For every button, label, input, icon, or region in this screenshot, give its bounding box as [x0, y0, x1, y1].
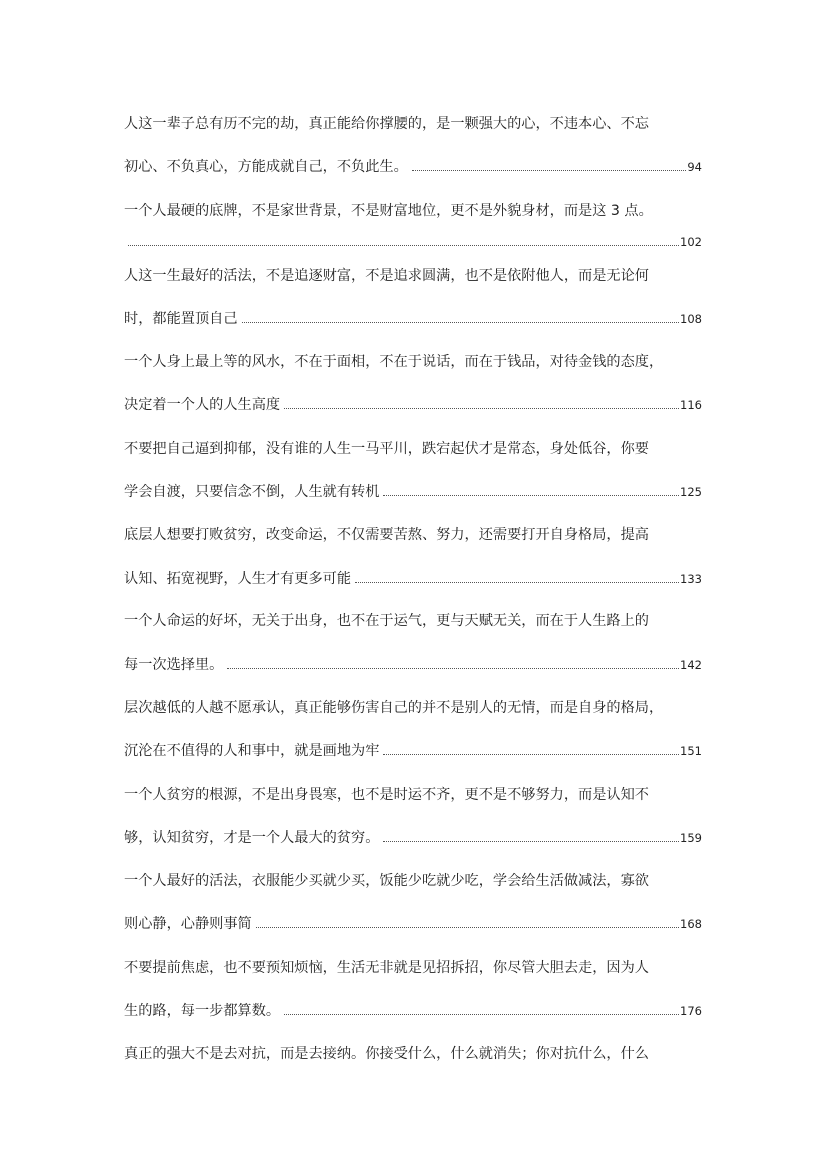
toc-entry-6-page: 133 [680, 572, 702, 586]
toc-entry-9-line-1: 一个人贫穷的根源，不是出身畏寒，也不是时运不齐，更不是不够努力，而是认知不 [124, 787, 649, 803]
toc-entry-7-line-2 [124, 655, 702, 675]
toc-entry-12-line-1: 真正的强大不是去对抗，而是去接纳。你接受什么，什么就消失；你对抗什么，什么 [124, 1046, 649, 1062]
toc-entry-3-line-2 [124, 309, 702, 329]
toc-entry-8-line-1: 层次越低的人越不愿承认，真正能够伤害自己的并不是别人的无情，而是自身的格局， [124, 700, 664, 716]
toc-entry-9-page: 159 [680, 831, 702, 845]
toc-entry-2-page: 102 [680, 235, 702, 249]
dot-leader [128, 244, 679, 246]
toc-entry-6-text: 认知、拓宽视野，人生才有更多可能 [124, 571, 352, 587]
toc-entry-1-line-1: 人这一辈子总有历不完的劫，真正能给你撑腰的，是一颗强大的心，不违本心、不忘 [124, 116, 649, 132]
toc-entry-3-page: 108 [680, 312, 702, 326]
dot-leader [256, 926, 679, 928]
toc-entry-10-page: 168 [680, 917, 702, 931]
dot-leader [383, 494, 679, 496]
toc-entry-3-text: 时，都能置顶自己 [124, 311, 238, 327]
toc-entry-6-line-2 [124, 569, 702, 589]
toc-entry-4-text: 决定着一个人的人生高度 [124, 397, 281, 413]
toc-entry-3-line-1: 人这一生最好的活法，不是追逐财富，不是追求圆满，也不是依附他人，而是无论何 [124, 268, 649, 284]
toc-entry-2-line-1: 一个人最硬的底牌，不是家世背景，不是财富地位，更不是外貌身材，而是这 3 点。 [124, 203, 653, 219]
toc-entry-7-text: 每一次选择里。 [124, 657, 224, 673]
toc-entry-11-text: 生的路，每一步都算数。 [124, 1003, 281, 1019]
dot-leader [355, 581, 679, 583]
toc-entry-4-line-2 [124, 395, 702, 415]
toc-entry-11-line-2 [124, 1001, 702, 1021]
toc-entry-10-text: 则心静，心静则事简 [124, 916, 252, 932]
toc-entry-5-line-2 [124, 482, 702, 502]
toc-entry-11-line-1: 不要提前焦虑，也不要预知烦恼，生活无非就是见招拆招，你尽管大胆去走，因为人 [124, 960, 649, 976]
toc-entry-5-line-1: 不要把自己逼到抑郁，没有谁的人生一马平川，跌宕起伏才是常态，身处低谷，你要 [124, 441, 649, 457]
toc-entry-6-line-1: 底层人想要打败贫穷，改变命运，不仅需要苦熬、努力，还需要打开自身格局，提高 [124, 527, 649, 543]
toc-entry-7-page: 142 [680, 658, 702, 672]
toc-entry-8-line-2 [124, 741, 702, 761]
dot-leader [383, 753, 679, 755]
toc-entry-10-line-1: 一个人最好的活法，衣服能少买就少买，饭能少吃就少吃，学会给生活做减法，寡欲 [124, 873, 649, 889]
toc-entry-8-page: 151 [680, 744, 702, 758]
dot-leader [227, 667, 679, 669]
toc-entry-7-line-1: 一个人命运的好坏，无关于出身，也不在于运气，更与天赋无关，而在于人生路上的 [124, 613, 649, 629]
toc-entry-5-text: 学会自渡，只要信念不倒，人生就有转机 [124, 484, 380, 500]
toc-entry-1-text: 初心、不负真心，方能成就自己，不负此生。 [124, 159, 408, 175]
toc-entry-2-line-2 [124, 232, 702, 252]
dot-leader [383, 840, 679, 842]
toc-entry-11-page: 176 [680, 1004, 702, 1018]
toc-entry-4-line-1: 一个人身上最上等的风水，不在于面相，不在于说话，而在于钱品，对待金钱的态度， [124, 354, 664, 370]
toc-entry-1-line-2 [124, 157, 702, 177]
dot-leader [242, 321, 680, 323]
toc-entry-4-page: 116 [680, 398, 702, 412]
toc-entry-9-text: 够，认知贫穷，才是一个人最大的贫穷。 [124, 830, 380, 846]
toc-entry-5-page: 125 [680, 485, 702, 499]
dot-leader [284, 1013, 679, 1015]
dot-leader [412, 169, 687, 171]
toc-entry-9-line-2 [124, 828, 702, 848]
toc-entry-10-line-2 [124, 914, 702, 934]
toc-entry-1-page: 94 [687, 160, 702, 174]
toc-entry-8-text: 沉沦在不值得的人和事中，就是画地为牢 [124, 743, 380, 759]
dot-leader [284, 407, 679, 409]
